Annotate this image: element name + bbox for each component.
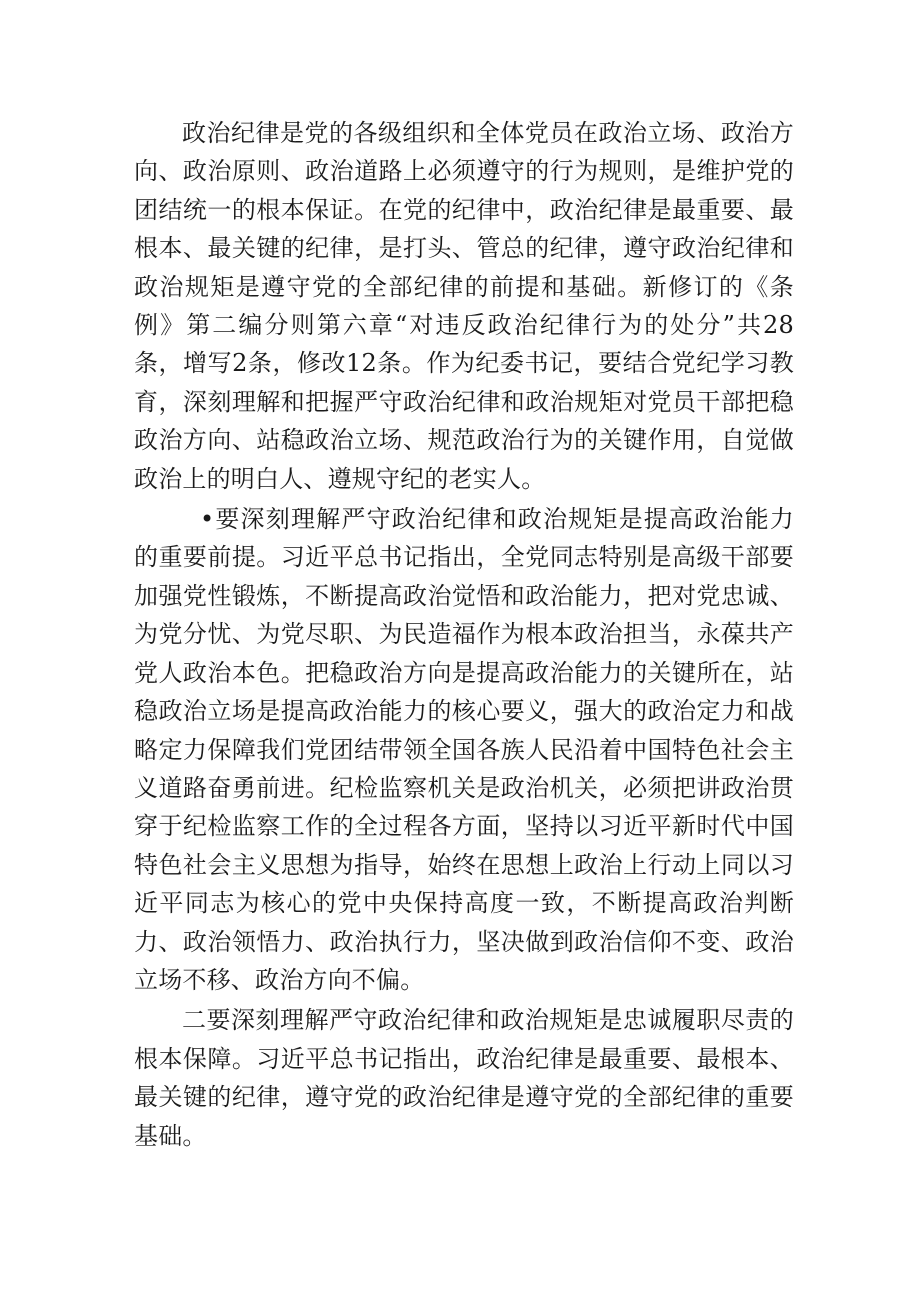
paragraph-point-two: 二要深刻理解严守政治纪律和政治规矩是忠诚履职尽责的根本保障。习近平总书记指出，政治纪律是最重要、最根本、最关键的纪律，遵守党的政治纪律是遵守党的全部纪律的重要基础。 xyxy=(134,1006,794,1150)
document-body xyxy=(134,114,794,1155)
paragraph-intro: 政治纪律是党的各级组织和全体党员在政治立场、政治方向、政治原则、政治道路上必须遵守的行为规则，是维护党的团结统一的根本保证。在党的纪律中，政治纪律是最重要、最根本、最关键的纪律，是打头、管总的纪律，遵守政治纪律和政治规矩是遵守党的全部纪律的前提和基础。新修订的《条例》第二编分则第六章“对违反政治纪律行为的处分”共28条，增写2条，修改12条。作为纪委书记，要结合党纪学习教育，深刻理解和把握严守政治纪律和政治规矩对党员干部把稳政治方向、站稳政治立场、规范政治行为的关键作用，自觉做政治上的明白人、遵规守纪的老实人。 xyxy=(134,119,794,493)
paragraph-point-one: •要深刻理解严守政治纪律和政治规矩是提高政治能力的重要前提。习近平总书记指出，全党同志特别是高级干部要加强党性锻炼，不断提高政治觉悟和政治能力，把对党忠诚、为党分忧、为党尽职、为民造福作为根本政治担当，永葆共产党人政治本色。把稳政治方向是提高政治能力的关键所在，站稳政治立场是提高政治能力的核心要义，强大的政治定力和战略定力保障我们党团结带领全国各族人民沿着中国特色社会主义道路奋勇前进。纪检监察机关是政治机关，必须把讲政治贯穿于纪检监察工作的全过程各方面，坚持以习近平新时代中国特色社会主义思想为指导，始终在思想上政治上行动上同以习近平同志为核心的党中央保持高度一致，不断提高政治判断力、政治领悟力、政治执行力，坚决做到政治信仰不变、政治立场不移、政治方向不偏。 xyxy=(134,505,794,994)
